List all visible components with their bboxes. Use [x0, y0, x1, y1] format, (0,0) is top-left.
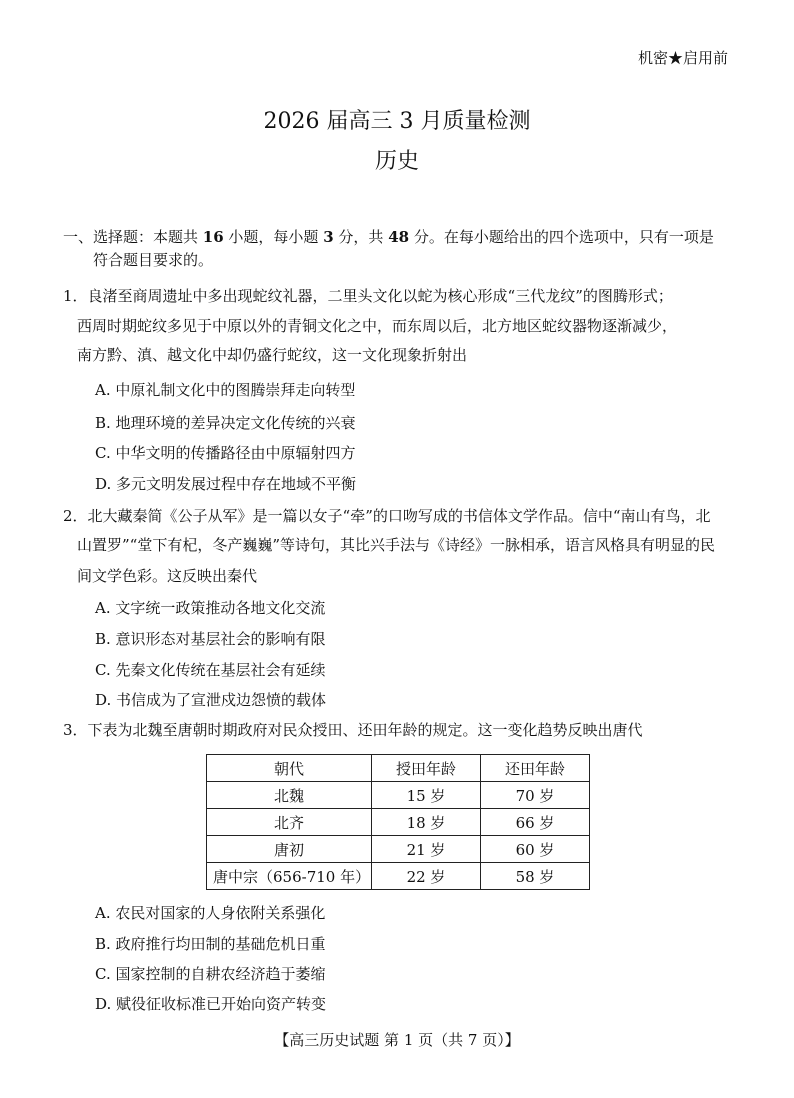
table-cell: 66 岁: [481, 809, 590, 836]
q1-stem-line1: 1．良渚至商周遗址中多出现蛇纹礼器，二里头文化以蛇为核心形成“三代龙纹”的图腾形式；: [63, 287, 673, 305]
table-header-cell: 还田年龄: [481, 755, 590, 782]
table-header-row: [207, 755, 590, 782]
q3-data-table: [206, 754, 590, 890]
table-cell: 58 岁: [481, 863, 590, 890]
table-cell: 北齐: [207, 809, 372, 836]
q1-option-b[interactable]: B. 地理环境的差异决定文化传统的兴衰: [95, 414, 356, 432]
q2-option-c[interactable]: C. 先秦文化传统在基层社会有延续: [95, 661, 326, 679]
table-cell: 60 岁: [481, 836, 590, 863]
confidential-label: 机密★启用前: [637, 49, 728, 67]
section-text: 一、选择题：本题共: [63, 228, 203, 246]
section-text: 分，共: [333, 228, 389, 246]
q2-option-d[interactable]: D. 书信成为了宣泄戍边怨愤的载体: [95, 691, 327, 709]
table-cell: 70 岁: [481, 782, 590, 809]
table-header-cell: 朝代: [207, 755, 372, 782]
q1-stem-line3: 南方黔、滇、越文化中却仍盛行蛇纹，这一文化现象折射出: [77, 346, 468, 364]
table-cell: 北魏: [207, 782, 372, 809]
q3-option-c[interactable]: C. 国家控制的自耕农经济趋于萎缩: [95, 965, 326, 983]
score-each: 3: [323, 228, 334, 246]
table-cell: 唐初: [207, 836, 372, 863]
q2-stem-line3: 间文学色彩。这反映出秦代: [77, 567, 258, 585]
q2-stem-line1: 2．北大藏秦简《公子从军》是一篇以女子“牵”的口吻写成的书信体文学作品。信中“南山有鸟，北: [63, 507, 711, 525]
page-footer: 【高三历史试题 第 1 页（共 7 页）】: [274, 1031, 520, 1049]
q1-option-a[interactable]: A. 中原礼制文化中的图腾崇拜走向转型: [95, 381, 356, 399]
q3-option-b[interactable]: B. 政府推行均田制的基础危机日重: [95, 935, 326, 953]
table-cell: 15 岁: [372, 782, 481, 809]
q1-option-c[interactable]: C. 中华文明的传播路径由中原辐射四方: [95, 444, 356, 462]
section-text-line2: 符合题目要求的。: [93, 251, 214, 269]
table-cell: 21 岁: [372, 836, 481, 863]
table-cell: 22 岁: [372, 863, 481, 890]
q1-stem-line2: 西周时期蛇纹多见于中原以外的青铜文化之中，而东周以后，北方地区蛇纹器物逐渐减少，: [77, 317, 678, 335]
table-row: [207, 836, 590, 863]
section-text: 分。在每小题给出的四个选项中，只有一项是: [409, 228, 714, 246]
exam-subject: 历史: [374, 149, 419, 174]
score-total: 48: [388, 228, 410, 246]
q3-option-d[interactable]: D. 赋役征收标准已开始向资产转变: [95, 995, 327, 1013]
q3-stem-line1: 3．下表为北魏至唐朝时期政府对民众授田、还田年龄的规定。这一变化趋势反映出唐代: [63, 721, 643, 739]
table-row: [207, 863, 590, 890]
section-instructions: [63, 226, 753, 272]
table-cell: 18 岁: [372, 809, 481, 836]
section-text: 小题，每小题: [223, 228, 324, 246]
table-row: [207, 809, 590, 836]
question-count: 16: [202, 228, 224, 246]
q2-option-b[interactable]: B. 意识形态对基层社会的影响有限: [95, 630, 326, 648]
table-row: [207, 782, 590, 809]
table-cell: 唐中宗（656-710 年）: [207, 863, 372, 890]
q1-option-d[interactable]: D. 多元文明发展过程中存在地域不平衡: [95, 475, 357, 493]
q3-option-a[interactable]: A. 农民对国家的人身依附关系强化: [95, 904, 326, 922]
q2-stem-line2: 山置罗”“堂下有杞，冬产巍巍”等诗句，其比兴手法与《诗经》一脉相承，语言风格具有明显的民: [77, 536, 716, 554]
q2-option-a[interactable]: A. 文字统一政策推动各地文化交流: [95, 599, 326, 617]
exam-title: 2026 届高三 3 月质量检测: [263, 109, 531, 134]
table-header-cell: 授田年龄: [372, 755, 481, 782]
